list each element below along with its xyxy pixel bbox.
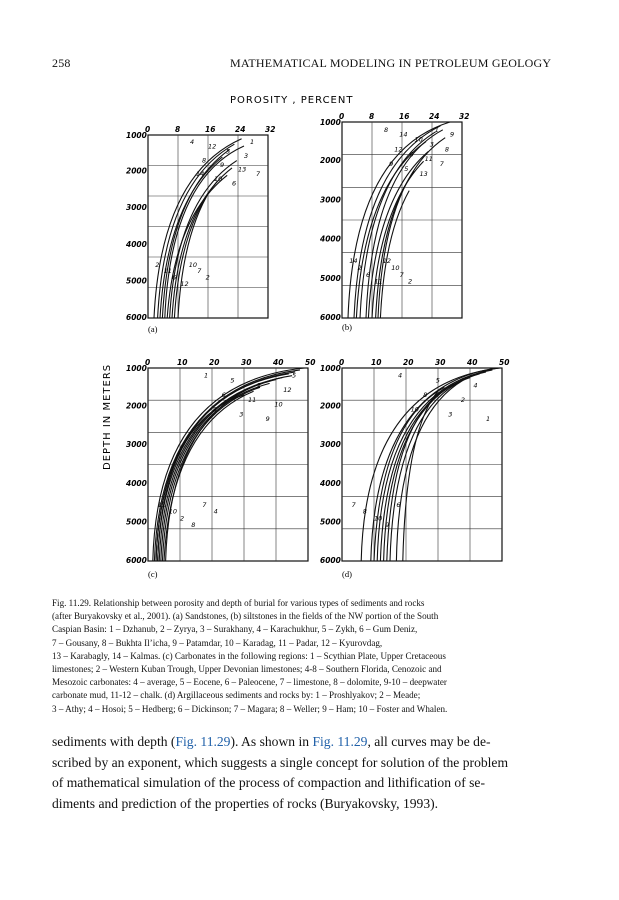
- y-tick-label: 1000: [320, 118, 341, 127]
- curve-number-label: 5: [404, 165, 409, 173]
- curve-number-label: 3: [448, 410, 453, 419]
- curve-number-label: 4: [213, 507, 218, 516]
- y-tick-label: 3000: [126, 440, 147, 450]
- panel-tag: (b): [342, 322, 352, 332]
- curve-number-label: 5: [226, 147, 231, 156]
- y-tick-label: 6000: [126, 556, 147, 565]
- body-line: scribed by an exponent, which suggests a single concept for solution of the problem: [52, 754, 509, 770]
- figure-x-axis-title: POROSITY , PERCENT: [230, 95, 354, 106]
- caption-line: 7 – Gousany, 8 – Bukhta Il’icha, 9 – Patamdar, 10 – Karadag, 11 – Padar, 12 – Kyurovdag,: [52, 637, 383, 648]
- x-tick-label: 30: [435, 358, 446, 367]
- running-title: MATHEMATICAL MODELING IN PETROLEUM GEOLOGY: [230, 56, 552, 70]
- x-tick-label: 50: [305, 358, 316, 367]
- x-tick-label: 40: [467, 358, 478, 367]
- curve-number-label: 6: [172, 273, 177, 282]
- x-tick-label: 0: [339, 112, 345, 121]
- figure-y-axis-title: DEPTH IN METERS: [102, 363, 113, 470]
- body-line: diments and prediction of the properties of rocks (Buryakovsky, 1993).: [52, 795, 439, 811]
- curve-number-label: 10: [168, 507, 178, 516]
- y-tick-label: 6000: [320, 556, 341, 565]
- curve-number-label: 7: [197, 267, 202, 276]
- x-tick-label: 16: [399, 112, 410, 121]
- y-tick-label: 3000: [320, 195, 341, 205]
- curve-number-label: 10: [374, 514, 383, 523]
- caption-line: (after Buryakovsky et al., 2001). (a) Sandstones, (b) siltstones in the fields of the NW portion of the South: [52, 611, 439, 622]
- curve-number-label: 11: [248, 395, 257, 404]
- y-tick-label: 2000: [320, 156, 341, 166]
- figure-panels: [126, 112, 509, 579]
- y-tick-label: 5000: [320, 517, 341, 527]
- curve-number-label: 2: [205, 273, 210, 282]
- y-tick-label: 1000: [126, 364, 147, 373]
- x-tick-label: 30: [241, 358, 252, 367]
- x-tick-label: 20: [209, 358, 220, 367]
- y-tick-label: 2000: [320, 401, 341, 411]
- curve-number-label: 1: [250, 138, 255, 147]
- caption-line: Caspian Basin: 1 – Dzhanub, 2 – Zyrya, 3 – Surakhany, 4 – Karachukhur, 5 – Zykh, 6 – Gum Deniz,: [52, 624, 418, 635]
- y-tick-label: 5000: [126, 276, 147, 286]
- body-text: sediments with depth (: [52, 734, 176, 749]
- caption-line: 13 – Karabagly, 14 – Kalmas. (c) Carbonates in the following regions: 1 – Scythian Plate, Upper Cretaceous: [52, 650, 446, 661]
- curve-number-label: 7: [351, 501, 356, 509]
- y-tick-label: 5000: [126, 517, 147, 527]
- body-text: , all curves may be de-: [367, 734, 491, 749]
- curve-number-label: 8: [212, 405, 217, 414]
- curve-number-label: 8: [202, 156, 207, 165]
- caption-line: Mesozoic carbonates: 4 – average, 5 – Eocene, 6 – Paleocene, 7 – limestone, 8 – dolomite, 9-10 – deepwater: [52, 677, 447, 688]
- curve-number-label: 4: [473, 381, 478, 390]
- curve-number-label: 14: [399, 130, 408, 139]
- curve-number-label: 8: [191, 521, 196, 530]
- curve-number-label: 12: [283, 386, 292, 395]
- caption-line: limestones; 2 – Western Kuban Trough, Upper Devonian limestones; 4-8 – Southern Florida, Cenozoic and: [52, 664, 442, 675]
- x-tick-label: 0: [145, 358, 151, 367]
- curve-number-label: 6: [232, 179, 237, 188]
- x-tick-label: 24: [429, 112, 440, 121]
- curve-number-label: 5: [435, 376, 440, 385]
- curve-number-label: 3: [244, 151, 249, 160]
- porosity-curve: [174, 181, 217, 318]
- y-tick-label: 6000: [126, 313, 147, 322]
- x-tick-label: 8: [369, 112, 375, 121]
- curve-number-label: 3: [429, 140, 434, 149]
- caption-line: 3 – Athy; 4 – Hosoi; 5 – Hedberg; 6 – Dickinson; 7 – Magara; 8 – Weller; 9 – Ham; 10 – Foster and Whalen.: [52, 703, 448, 714]
- curve-number-label: 2: [408, 277, 413, 286]
- body-paragraph: [52, 732, 542, 814]
- y-tick-label: 4000: [126, 478, 147, 488]
- curve-number-label: 10: [188, 260, 198, 269]
- curve-number-label: 6: [409, 150, 414, 159]
- curve-number-label: 7: [439, 160, 444, 169]
- caption-line: carbonate mud, 11-12 – chalk. (d) Argillaceous sediments and rocks by: 1 – Proshlyakov; 2 – Meade;: [52, 690, 421, 701]
- body-text: ). As shown in: [230, 734, 313, 749]
- curve-number-label: 8: [444, 145, 450, 154]
- y-tick-label: 1000: [320, 364, 341, 373]
- curve-number-label: 8: [423, 390, 428, 399]
- curve-number-label: 7: [399, 270, 404, 279]
- curve-number-label: 10: [414, 135, 423, 144]
- y-tick-label: 3000: [320, 440, 341, 450]
- y-tick-label: 2000: [126, 166, 147, 176]
- curve-number-label: 4: [190, 138, 195, 147]
- curve-number-label: 2: [357, 264, 362, 272]
- curve-number-label: 9: [450, 130, 455, 139]
- x-tick-label: 8: [175, 125, 181, 134]
- porosity-curve: [166, 376, 292, 561]
- y-tick-label: 4000: [126, 239, 147, 249]
- panel-tag: (c): [148, 569, 158, 579]
- curve-number-label: 1: [204, 371, 209, 380]
- y-tick-label: 6000: [320, 313, 341, 322]
- curve-number-label: 2: [256, 381, 261, 390]
- y-tick-label: 4000: [320, 478, 341, 488]
- curve-number-label: 13: [238, 165, 247, 174]
- curve-number-label: 14: [196, 170, 205, 179]
- x-tick-label: 16: [205, 125, 216, 134]
- curve-number-label: 13: [419, 169, 428, 178]
- curve-number-label: 8: [384, 125, 389, 134]
- curve-number-label: 6: [366, 270, 371, 279]
- panel-tag: (a): [148, 324, 158, 334]
- x-tick-label: 32: [265, 125, 276, 134]
- curve-number-label: 7: [202, 501, 207, 509]
- curve-number-label: 6: [396, 501, 401, 509]
- x-tick-label: 10: [371, 358, 382, 367]
- figure-link[interactable]: Fig. 11.29: [312, 734, 368, 749]
- curve-number-label: 1: [434, 125, 439, 134]
- porosity-curve: [403, 391, 438, 561]
- curve-number-label: 12: [382, 257, 392, 266]
- curve-number-label: 10: [410, 405, 419, 414]
- y-tick-label: 5000: [320, 273, 341, 283]
- curve-number-label: 11: [157, 501, 166, 509]
- caption-line: Fig. 11.29. Relationship between porosity and depth of burial for various types of sediments and rocks: [52, 598, 425, 608]
- figure-caption: [52, 597, 542, 716]
- figure-link[interactable]: Fig. 11.29: [175, 734, 231, 749]
- curve-number-label: 9: [265, 415, 270, 424]
- porosity-curve: [378, 135, 445, 318]
- curve-number-label: 5: [292, 371, 297, 380]
- panel-a: [126, 125, 275, 334]
- curve-number-label: 10: [274, 400, 283, 409]
- x-tick-label: 24: [235, 125, 246, 134]
- curve-number-label: 9: [385, 521, 390, 530]
- curve-number-label: 11: [374, 277, 383, 286]
- curve-number-label: 9: [389, 160, 394, 169]
- curve-number-label: 10: [391, 264, 400, 272]
- curve-number-label: 2: [460, 395, 466, 404]
- curve-number-label: 2: [180, 514, 185, 523]
- curve-number-label: 8: [362, 507, 367, 516]
- curve-number-label: 12: [394, 145, 403, 154]
- curve-number-label: 12: [208, 142, 217, 151]
- x-tick-label: 40: [273, 358, 284, 367]
- y-tick-label: 1000: [126, 131, 147, 140]
- curve-number-label: 14: [349, 257, 358, 266]
- y-tick-label: 3000: [126, 203, 147, 213]
- curve-number-label: 3: [239, 410, 244, 419]
- panel-d: [320, 358, 509, 579]
- curve-number-label: 2: [155, 260, 160, 269]
- curve-number-label: 9: [220, 161, 225, 169]
- x-tick-label: 20: [403, 358, 414, 367]
- page-number: 258: [52, 56, 71, 70]
- panel-b: [320, 112, 469, 332]
- curve-number-label: 11: [163, 267, 172, 276]
- panel-tag: (d): [342, 569, 352, 579]
- x-tick-label: 32: [459, 112, 470, 121]
- y-tick-label: 4000: [320, 234, 341, 244]
- curve-number-label: 5: [230, 376, 235, 385]
- curve-number-label: 11: [424, 155, 433, 164]
- x-tick-label: 0: [339, 358, 345, 367]
- curve-number-label: 6: [221, 390, 226, 399]
- curve-number-label: 1: [486, 415, 491, 424]
- y-tick-label: 2000: [126, 401, 147, 411]
- curve-number-label: 4: [398, 371, 403, 380]
- curve-number-label: 10: [214, 174, 223, 183]
- x-tick-label: 50: [499, 358, 510, 367]
- curve-number-label: 7: [256, 170, 261, 179]
- panel-c: [126, 358, 315, 579]
- body-line: [52, 732, 542, 753]
- x-tick-label: 10: [177, 358, 188, 367]
- curve-number-label: 12: [180, 280, 189, 288]
- x-tick-label: 0: [145, 125, 151, 134]
- body-line: of mathematical simulation of the process of compaction and lithification of se-: [52, 775, 485, 791]
